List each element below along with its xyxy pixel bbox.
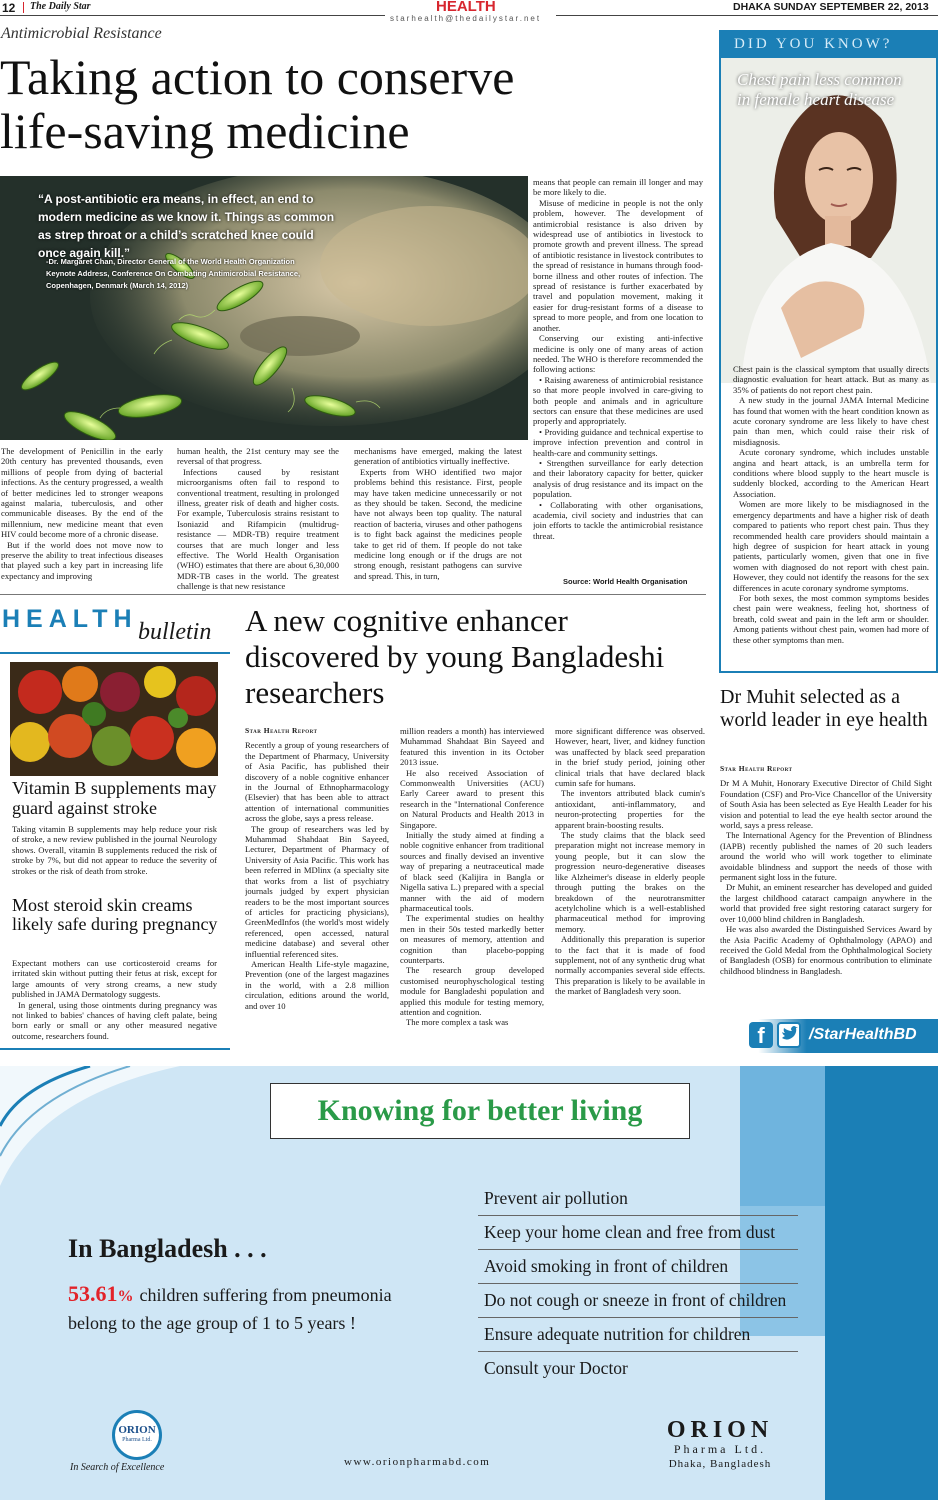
muhit-para3: Dr Muhit, an eminent researcher has developed and guided the largest childhood cataract campaign anywhere in the world that provided free sight restoring cataract surgery for over 10,000 blind children in Bangladesh. [720,882,932,924]
bulletin-headline-1: Vitamin B supplements may guard against stroke [12,778,217,818]
lead-attribution-line3: Copenhagen, Denmark (March 14, 2012) [46,281,189,290]
lead-bottom-rule [0,594,706,595]
enhancer-c3-para3: The study claims that the black seed preparation might not increase memory in young people, but it can slow the progression neuro-degenerative diseases like Alzheimer's disease in elderly people through putting the brakes on the breakdown of the neurotransmitter acetylcholine which is a well-established pharmaceutical method for improving memory. [555,830,705,934]
orion-brand-word: ORION [666,1417,774,1443]
dyk-para4: Women are more likely to be misdiagnosed in the emergency departments and have a higher risk of death compared to patients who report chest pain. Thus they recommended health care providers should maintain a high degree of suspicion for heart attack in young patients, particularly women, given that one in five women with diagnosed do not report with chest pain. However, they could not identify the reasons for the sex differences in acute coronary syndrome symptoms. [733,499,929,593]
section-name: HEALTH [436,0,496,15]
enhancer-c2-para5: The research group developed customised neurophyschological testing module for Bangladeshi population and applied this module for testing memory, attention and cognition. [400,965,544,1017]
lead-column-2 [177,446,339,594]
ad-country-line: In Bangladesh . . . [68,1234,267,1263]
bulletin-body-2 [12,958,217,1050]
dyk-para3: Acute coronary syndrome, which includes unstable angina and heart attack, is an umbrella term for conditions where blood supply to the heart muscle is suddenly blocked, according to the American Heart Association. [733,447,929,499]
lead-col3-para1: mechanisms have emerged, making the latest generation of antibiotics virtually ineffective. [354,446,522,467]
enhancer-c3-para2: The inventors attributed black cumin's antioxidant, anti-inflammatory, and neuron-protecting properties for the apparent brain-boosting results. [555,788,705,830]
orion-logo [112,1410,162,1460]
bulletin-headline-2: Most steroid skin creams likely safe during pregnancy [12,895,218,934]
ad-website[interactable]: www.orionpharmabd.com [344,1456,491,1468]
ad-tip: Keep your home clean and free from dust [478,1216,798,1250]
lead-col1-para1: The development of Penicillin in the early 20th century has prevented thousands, even millions of people from dying of bacterial infections. As the century progressed, a wealth of better medicines led to stronger weapons against malaria, tuberculosis, and other communicable diseases. By the end of the millennium, new medicine meant that even HIV could become more of a chronic disease. [1,446,163,540]
lead-attribution-line2: Keynote Address, Conference On Combating Antimicrobial Resistance, [46,269,301,278]
muhit-para2: The International Agency for the Prevention of Blindness (IAPB) recently published the names of 20 such leaders around the world who will work together to eliminate avoidable blindness and support the needs of those with permanent sight loss in the future. [720,830,932,883]
bulletin-box [0,652,230,1050]
enhancer-c1-para3: American Health Life-style magazine, Prevention (one of the largest magazines in the world, with a 2.8 million circulation, editions around the world, and over 10 [245,958,389,1011]
orion-brand [660,1418,780,1472]
paper-name: The Daily Star [30,1,91,12]
dyk-para1: Chest pain is the classical symptom that usually directs diagnostic evaluation for heart attack. But as many as 35% of patients do not report chest pain. [733,364,929,395]
did-you-know-box [719,30,938,673]
lead-headline [0,50,715,158]
muhit-byline: Star Health Report [720,764,793,773]
lead-headline-line2: life-saving medicine [0,103,410,159]
did-you-know-body [733,364,929,664]
dateline: DHAKA SUNDAY SEPTEMBER 22, 2013 [733,1,929,13]
ad-tip: Consult your Doctor [484,1358,628,1378]
lead-col4-bullet2: • Providing guidance and technical expertise to improve infection prevention and control in health-care and community settings. [533,426,703,458]
enhancer-c3-para4: Additionally this preparation is superior to the fact that it is made of food supplement, not of any synthetic drug what normally accompanies several side effects. This preparation is likely to be available in the market of Bangladesh very soon. [555,934,705,997]
dyk-para5: For both sexes, the most common symptoms besides chest pain were weakness, feeling hot, shortness of breath, cold sweat and pain in the left arm or shoulder. Among patients without chest pain, women had more of these other symptoms than men. [733,592,929,645]
lead-attribution [46,256,346,292]
did-you-know-image [721,58,936,383]
did-you-know-image-caption: Chest pain less common in female heart disease [737,70,902,109]
enhancer-column-2 [400,726,544,1052]
enhancer-headline: A new cognitive enhancer discovered by young Bangladeshi researchers [245,603,665,710]
lead-col2-para2: Infections caused by resistant microorganisms often fail to respond to conventional treatment, resulting in prolonged illness, greater risk of death and higher costs. For example, Tuberculosis strains resistant to Isoniazid and Rifampicin (multidrug-resistance — MDR-TB) require treatment courses that are much longer and less effective. The World Health Organisation (WHO) estimates that there are about 6,30,000 MDR-TB cases in the world. The greatest challenge is that new resistance [177,466,339,592]
ad-stat-number: 53.61 [68,1281,118,1306]
lead-quote: “A post-antibiotic era means, in effect, an end to modern medicine as we know it. Things as common as strep throat or a child’s scratched knee could once again kill.” [38,192,335,260]
facebook-icon[interactable]: f [749,1022,773,1048]
ad-tagline: In Search of Excellence [70,1462,165,1473]
page-number-divider [23,2,24,13]
enhancer-c2-para2: He also received Association of Commonwealth Universities (ACU) Early Career award to present this research in the "International Conference on Natural Products and Health 2013 in Singapore. [400,767,544,830]
bulletin-image [10,662,218,776]
lead-source: Source: World Health Organisation [563,577,688,586]
twitter-icon[interactable] [777,1022,801,1048]
lead-col4-bullet4: • Collaborating with other organisations, academia, civil society and industries that can join efforts to tackle the antimicrobial resistance threat. [533,499,703,541]
masthead [0,0,938,22]
orion-logo-word: ORION [118,1424,156,1436]
health-bulletin-title [2,605,230,649]
lead-attribution-line1: -Dr. Margaret Chan, Director General of the World Health Organization [46,257,295,266]
lead-column-4 [533,177,703,575]
lead-column-1 [1,446,163,594]
did-you-know-label: DID YOU KNOW? [721,32,936,58]
lead-col4-para1: means that people can remain ill longer and may be more likely to die. [533,177,703,198]
muhit-para1: Dr M A Muhit, Honorary Executive Director of Child Sight Foundation (CSF) and Pro-Vice Chancellor of the University of South Asia has been selected as Eye Health Leader for his vision and potential to lead the eye health sector around the world, says a press release. [720,778,932,831]
orion-brand-subword: Pharma Ltd. [673,1442,767,1456]
bulletin-title-health: HEALTH [2,605,138,633]
ad-stat [68,1280,448,1337]
lead-kicker: Antimicrobial Resistance [1,25,162,42]
enhancer-column-3 [555,726,705,1052]
ad-tip: Do not cough or sneeze in front of children [478,1284,798,1318]
fruits-vegetables-illustration [10,662,218,776]
section-email[interactable]: starhealth@thedailystar.net [390,14,542,23]
lead-image [0,176,528,440]
ad-stat-line2: belong to the age group of 1 to 5 years ! [68,1313,356,1333]
ad-tips-list [478,1182,798,1386]
ad-tip: Avoid smoking in front of children [478,1250,798,1284]
lead-col4-para2: Misuse of medicine in people is not the only problem, however. The development of antimicrobial resistance is also driven by widespread use of antibiotics in livestock to promote growth and prevent illness. The spread of antibiotic resistance in livestock contributes to the spread of resistance in humans through food-borne illness and other routes of infection. The spread of resistance is further exacerbated by travel and population movement, making it easier for drug-resistant forms of a disease to spread to more people, and from one location to another. [533,197,703,333]
page-number: 12 [2,1,16,15]
lead-col1-para2: But if the world does not move now to preserve the ability to treat infectious diseases that played such a key part in increasing life expectancy and improving [1,539,163,581]
bulletin-para-1: Taking vitamin B supplements may help reduce your risk of stroke, a new review published in the journal Neurology shows. Overall, vitamin B supplements reduced the risk of stroke by 7%, but did not appear to reduce the severity of strokes or the risk of death from stroke. [12,824,217,876]
twitter-bird-glyph [779,1024,799,1046]
ad-tip: Ensure adequate nutrition for children [478,1318,798,1352]
ad-stat-percent: % [117,1288,134,1305]
lead-col4-bullet1: • Raising awareness of antimicrobial resistance so that more people involved in care-giving to both people and animals and in agriculture sectors can ensure that these medicines are used properly and appropriately. [533,374,703,427]
enhancer-c2-para3: Initially the study aimed at finding a noble cognitive enhancer from traditional sources and finally devised an inventive way of preparing a neutraceutical made of black seed (Kalijira in Bangla or Nigella sativa L.) prepared with a special manner with the aid of modern pharmaceutical tools. [400,830,544,913]
enhancer-c2-para4: The experimental studies on healthy men in their 50s tested markedly better on measures of memory, attention and cognition than placebo-popping counterparts. [400,913,544,965]
lead-col2-para1: human health, the 21st century may see the reversal of that progress. [177,446,339,467]
orion-logo-subword: Pharma Ltd. [122,1437,152,1443]
social-handle[interactable]: /StarHealthBD [809,1026,917,1043]
lead-col4-para3: Conserving our existing anti-infective medicine is only one of many areas of action needed. The WHO is therefore recommended the following actions: [533,333,703,375]
enhancer-c1-para1: Recently a group of young researchers of the Department of Pharmacy, University of Asia Pacific, has published their discovery of a noble cognitive enhancer in the Journal of Ethnopharmacology (Elsevier) that has been able to attract attention of international communities across the globe, says a press release. [245,740,389,824]
enhancer-column-1 [245,726,389,1052]
masthead-rule-left [0,15,385,16]
lead-headline-line1: Taking action to conserve [0,49,515,105]
muhit-headline: Dr Muhit selected as a world leader in eye health [720,686,928,731]
enhancer-c2-para1: million readers a month) has interviewed Muhammad Shahdaat Bin Sayeed and featured this invention in its October 2013 issue. [400,726,544,768]
lead-column-3 [354,446,522,594]
orion-brand-city: Dhaka, Bangladesh [668,1458,772,1470]
advertisement [0,1066,938,1500]
enhancer-c2-para6: The more complex a task was [406,1017,509,1028]
ad-title: Knowing for better living [270,1083,690,1139]
muhit-para4: He was also awarded the Distinguished Services Award by the Asia Pacific Academy of Ophthalmology (APAO) and received the Gold Medal from the Ophthalmological Society of Bangladesh (OSB) for enormous contribution to eliminate childhood blindness in Bangladesh. [720,924,932,976]
lead-col4-bullet3: • Strengthen surveillance for early detection and their laboratory capacity for better, quicker analysis of drug resistance and its impact on the population. [533,457,703,500]
enhancer-byline: Star Health Report [245,726,318,735]
social-banner[interactable] [719,1019,938,1053]
muhit-body [720,764,932,1014]
bulletin-title-bulletin: bulletin [138,619,212,645]
bulletin-para-2: Expectant mothers can use corticosteroid creams for irritated skin without putting their fetus at risk, except for large amounts of very strong creams, a new study published in JAMA Dermatology suggests. [12,958,217,1000]
ad-tip: Prevent air pollution [478,1182,798,1216]
masthead-rule-right [556,15,938,16]
bulletin-para-3: In general, using those ointments during pregnancy was not linked to babies' chances of having cleft palate, being born early or small or any other measured negative outcome, researchers found. [12,999,217,1041]
lead-col3-para2: Experts from WHO identified two major problems behind this resistance. First, people may have taken medicine unnecessarily or not as they should be taken. Second, the medicine have not always been top quality. The natural reaction of bacteria, viruses and other pathogens is to fight back against the medicines people take to get rid of them. If people do not take medicine long enough or if the drugs are not strong enough, resistant pathogens can survive and spread. This, in turn, [354,466,522,581]
enhancer-c3-para1: more significant difference was observed. However, heart, liver, and kidney function was unaffected by black seed preparation in the brief study period, joining other clinical trials that have declared black cumin safe for humans. [555,726,705,789]
dyk-para2: A new study in the journal JAMA Internal Medicine has found that women with the heart condition known as acute coronary syndrome are less likely to have chest pain than men, which could raise their risk of misdiagnosis. [733,395,929,447]
ad-stat-line1: children suffering from pneumonia [139,1285,392,1305]
enhancer-c1-para2: The group of researchers was led by Muhammad Shahdaat Bin Sayeed, Lecturer, Department of Pharmacy of University of Asia Pacific. This work has been referred in MDlinx (a specialty site that works from a list of psychiatry journals judged by expert physician readers to be the most important sources of articles for practicing physicians), GreenMedInfos (the world's most widely referenced, open accessed, natural medicine database) and several other influential referenced sites. [245,823,389,959]
